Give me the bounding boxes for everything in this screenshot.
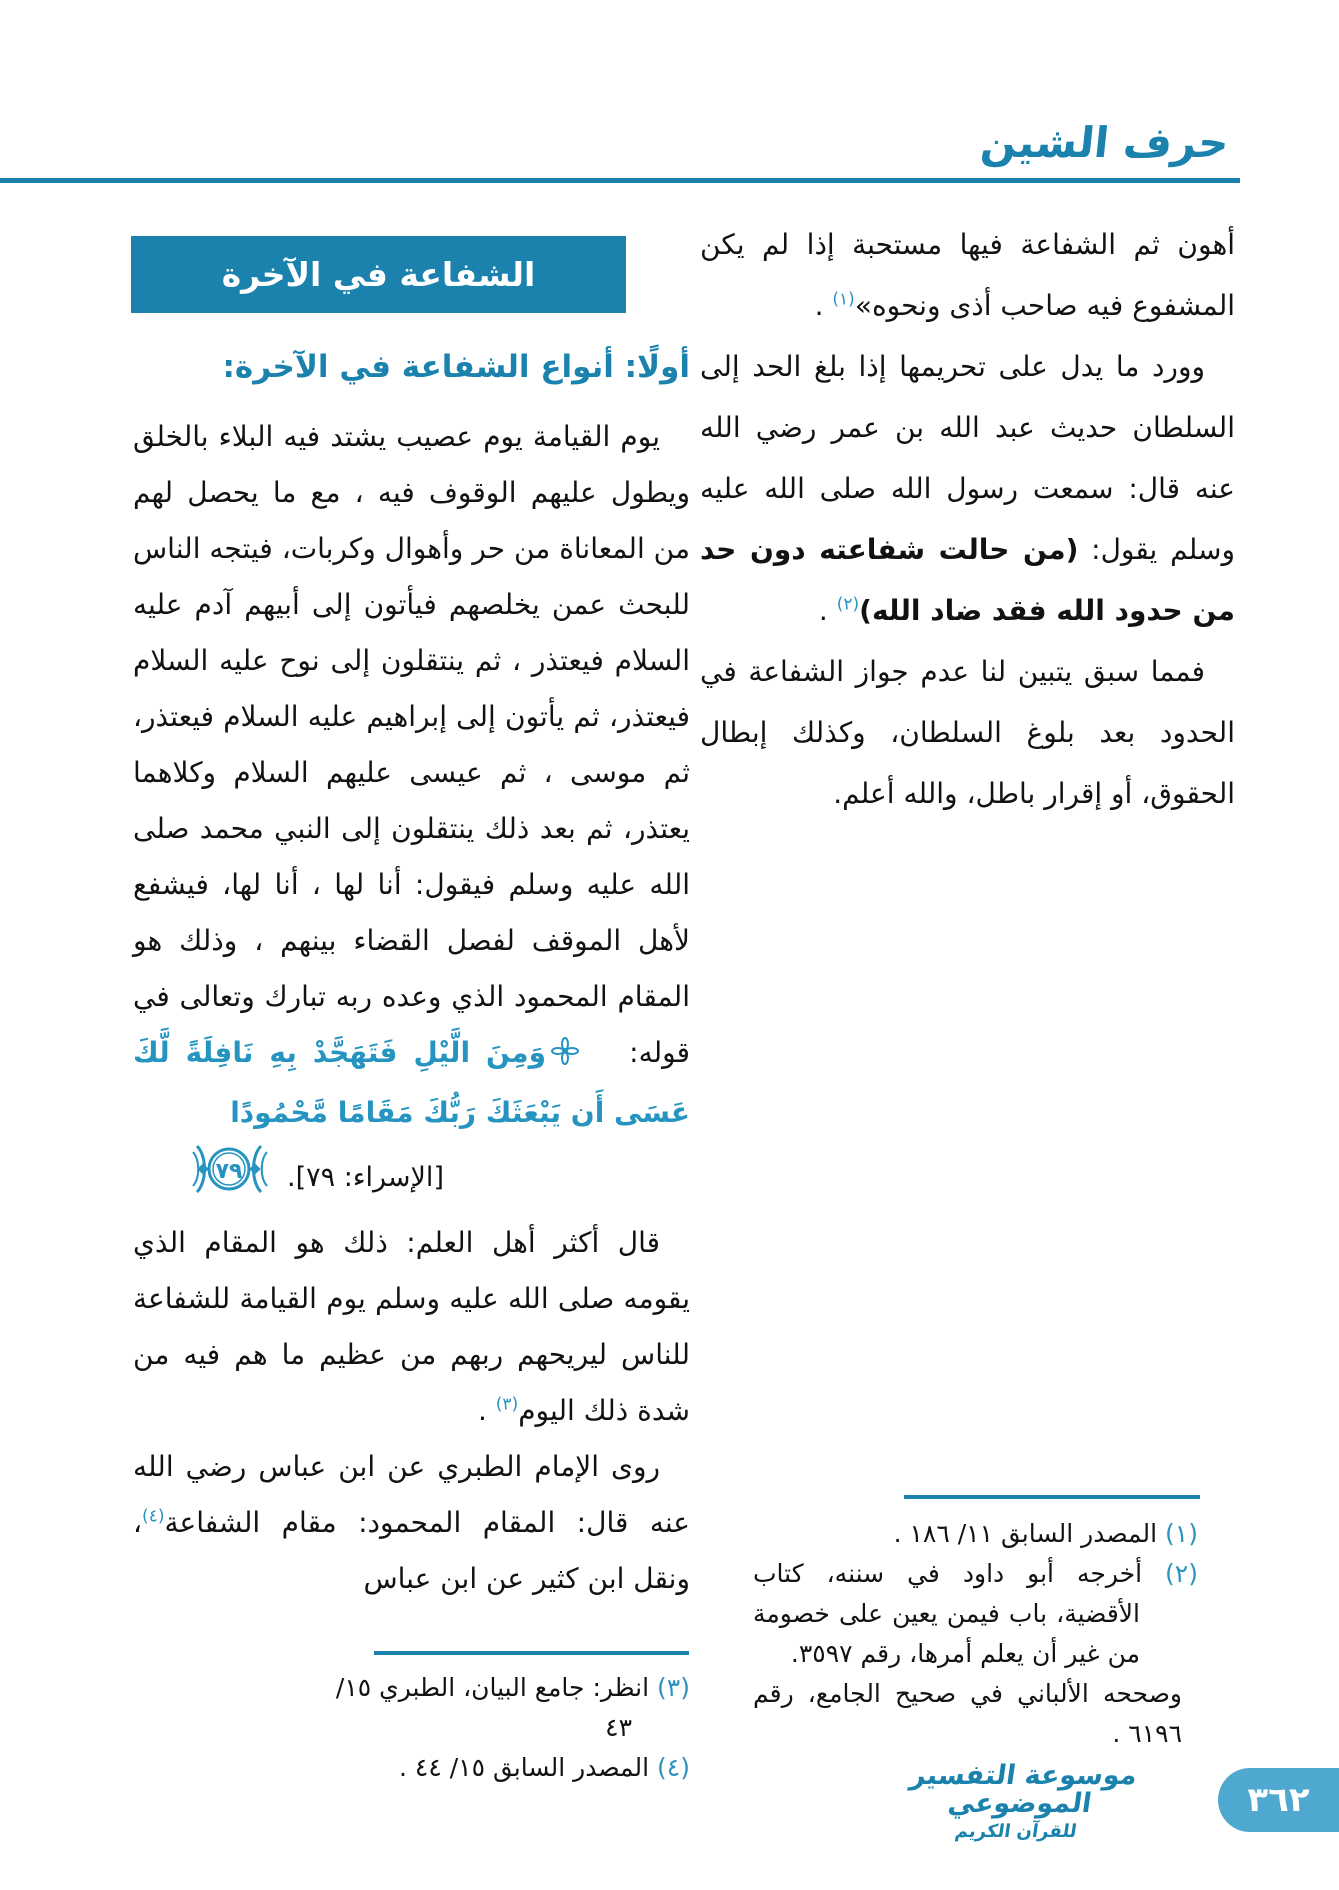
- footnote-marker: (٢): [1165, 1559, 1198, 1588]
- footnote-marker: (٣): [657, 1673, 690, 1702]
- footnote-text: المصدر السابق ١١/ ١٨٦ .: [893, 1519, 1158, 1548]
- page-number-badge: [1218, 1768, 1339, 1832]
- paragraph-text: روى الإمام الطبري عن ابن عباس رضي الله عنه قال: المقام المحمود: مقام الشفاعة: [133, 1450, 690, 1539]
- header-rule: [0, 178, 1240, 183]
- footnote-separator-left: [374, 1651, 689, 1655]
- footnote-text: وصححه الألباني في صحيح الجامع، رقم ٦١٩٦ .: [753, 1679, 1182, 1748]
- quran-verse: وَمِنَ الَّيْلِ فَتَهَجَّدْ بِهِ نَافِلَةً لَّكَ عَسَى أَن يَبْعَثَكَ رَبُّكَ مَقَامًا مَّحْمُودًا: [133, 1036, 690, 1129]
- verse-end-row: [133, 1141, 690, 1215]
- paragraph-text: وورد ما يدل على تحريمها إذا بلغ الحد إلى السلطان حديث عبد الله بن عمر رضي الله عنه قال: سمعت رسول الله صلى الله عليه وسلم يقول:: [700, 350, 1236, 566]
- section-title-box: [131, 236, 626, 313]
- paragraph-end: .: [814, 289, 833, 322]
- footnote: [315, 1748, 690, 1788]
- publisher-logo-title: موسوعة التفسير الموضوعي: [908, 1760, 1140, 1820]
- chapter-title: حرف الشين: [978, 118, 1232, 167]
- footnote-marker: (١): [1165, 1519, 1198, 1548]
- paragraph-end: ، ونقل ابن كثير عن ابن عباس: [133, 1506, 690, 1595]
- verse-reference: [الإسراء: ٧٩].: [287, 1162, 444, 1193]
- page-number: ٣٦٢: [1247, 1780, 1310, 1820]
- footnote-text: أخرجه أبو داود في سننه، كتاب الأقضية، باب فيمن يعين على خصومة من غير أن يعلم أمرها، رقم ٣٥٩٧.: [753, 1559, 1143, 1668]
- paragraph: [133, 1439, 690, 1607]
- footnote: [753, 1554, 1198, 1674]
- footnotes-left: [315, 1668, 690, 1788]
- footnote: [753, 1514, 1198, 1554]
- paragraph-end: .: [818, 594, 837, 627]
- paragraph-end: .: [477, 1394, 496, 1427]
- footnote: [753, 1674, 1198, 1754]
- paragraph: فمما سبق يتبين لنا عدم جواز الشفاعة في الحدود بعد بلوغ السلطان، وكذلك إبطال الحقوق، أو إقرار باطل، والله أعلم.: [700, 655, 1235, 810]
- footnote-ref-3: (٣): [495, 1394, 519, 1415]
- ayah-number: ٧٩: [215, 1158, 243, 1184]
- paragraph: [700, 214, 1235, 336]
- publisher-logo-subtitle: للقرآن الكريم: [953, 1820, 1079, 1842]
- publisher-logo: [899, 1762, 1140, 1842]
- footnote-ref-2: (٢): [836, 594, 860, 615]
- footnote: [315, 1668, 690, 1748]
- ayah-end-ornament-icon: [191, 1138, 275, 1219]
- quran-open-ornament-icon: [550, 1029, 610, 1085]
- footnote-ref-1: (١): [832, 289, 855, 310]
- hadith-text: (من حالت شفاعته دون حد من حدود الله فقد ضاد الله): [700, 533, 1235, 627]
- section-subtitle: أولًا: أنواع الشفاعة في الآخرة:: [222, 349, 690, 385]
- footnote-separator-right: [904, 1495, 1200, 1499]
- footnote-text: انظر: جامع البيان، الطبري ١٥/ ٤٣: [335, 1673, 650, 1742]
- footnote-text: المصدر السابق ١٥/ ٤٤ .: [399, 1753, 650, 1782]
- paragraph-text: يوم القيامة يوم عصيب يشتد فيه البلاء بالخلق ويطول عليهم الوقوف فيه ، مع ما يحصل لهم من المعاناة من حر وأهوال وكربات، فيتجه الناس للبحث عمن يخلصهم فيأتون إلى أبيهم آدم عليه السلام فيعتذر ، ثم ينتقلون إلى نوح عليه السلام فيعتذر، ثم يأتون إلى إبراهيم عليه السلام فيعتذر، ثم موسى ، ثم عيسى عليهم السلام وكلاهما يعتذر، ثم بعد ذلك ينتقلون إلى النبي محمد صلى الله عليه وسلم فيقول: أنا لها ، أنا لها، فيشفع لأهل الموقف لفصل القضاء بينهم ، وذلك هو المقام المحمود الذي وعده ربه تبارك وتعالى في قوله:: [133, 420, 690, 1069]
- paragraph: [133, 409, 690, 1141]
- paragraph-text: أهون ثم الشفاعة فيها مستحبة إذا لم يكن المشفوع فيه صاحب أذى ونحوه»: [700, 228, 1235, 322]
- left-column: [133, 236, 690, 1607]
- right-column: [700, 214, 1235, 824]
- footnotes-right: [753, 1514, 1198, 1754]
- paragraph: [700, 336, 1235, 641]
- paragraph: [133, 1215, 690, 1439]
- footnote-ref-4: (٤): [142, 1506, 165, 1527]
- section-title: الشفاعة في الآخرة: [221, 254, 536, 294]
- footnote-marker: (٤): [657, 1753, 690, 1782]
- paragraph-text: قال أكثر أهل العلم: ذلك هو المقام الذي يقومه صلى الله عليه وسلم يوم القيامة للشفاعة للناس ليريحهم ربهم من عظيم ما هم فيه من شدة ذلك اليوم: [133, 1226, 690, 1427]
